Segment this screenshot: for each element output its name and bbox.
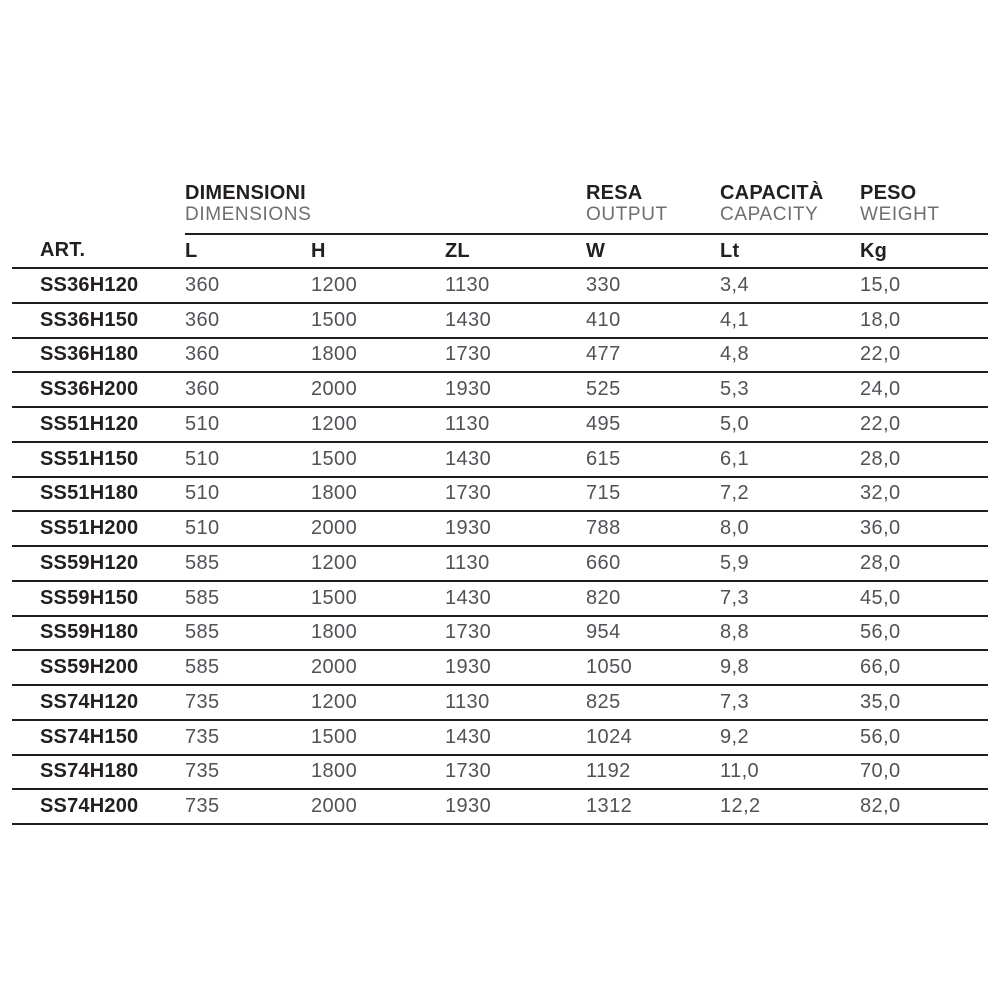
value-cell: 5,9 bbox=[720, 546, 860, 581]
group-title-weight: PESO bbox=[860, 182, 917, 204]
value-cell: 15,0 bbox=[860, 268, 988, 303]
table-row bbox=[12, 616, 988, 651]
value-cell: 477 bbox=[586, 338, 720, 373]
value-cell: 4,1 bbox=[720, 303, 860, 338]
column-header-art: ART. bbox=[12, 234, 185, 268]
value-cell: 1800 bbox=[311, 616, 445, 651]
value-cell: 1430 bbox=[445, 303, 586, 338]
value-cell: 495 bbox=[586, 407, 720, 442]
value-cell: 585 bbox=[185, 650, 311, 685]
value-cell: 1430 bbox=[445, 720, 586, 755]
art-cell: SS51H120 bbox=[12, 407, 185, 442]
value-cell: 825 bbox=[586, 685, 720, 720]
value-cell: 18,0 bbox=[860, 303, 988, 338]
value-cell: 510 bbox=[185, 407, 311, 442]
column-header-h: H bbox=[311, 234, 445, 268]
value-cell: 1024 bbox=[586, 720, 720, 755]
value-cell: 510 bbox=[185, 442, 311, 477]
value-cell: 510 bbox=[185, 477, 311, 512]
table-row bbox=[12, 789, 988, 824]
value-cell: 6,1 bbox=[720, 442, 860, 477]
value-cell: 1730 bbox=[445, 616, 586, 651]
art-cell: SS51H150 bbox=[12, 442, 185, 477]
group-title-output: RESA bbox=[586, 182, 643, 204]
group-header-capacity bbox=[720, 172, 860, 234]
art-cell: SS74H120 bbox=[12, 685, 185, 720]
value-cell: 28,0 bbox=[860, 546, 988, 581]
group-subtitle-weight: WEIGHT bbox=[860, 204, 940, 225]
value-cell: 1930 bbox=[445, 511, 586, 546]
table-row bbox=[12, 581, 988, 616]
spec-table bbox=[12, 172, 988, 825]
table-row bbox=[12, 303, 988, 338]
value-cell: 1730 bbox=[445, 338, 586, 373]
art-cell: SS59H150 bbox=[12, 581, 185, 616]
value-cell: 1130 bbox=[445, 546, 586, 581]
value-cell: 1730 bbox=[445, 477, 586, 512]
value-cell: 66,0 bbox=[860, 650, 988, 685]
value-cell: 788 bbox=[586, 511, 720, 546]
group-header-weight bbox=[860, 172, 988, 234]
value-cell: 410 bbox=[586, 303, 720, 338]
value-cell: 1800 bbox=[311, 477, 445, 512]
value-cell: 1500 bbox=[311, 303, 445, 338]
table-row bbox=[12, 442, 988, 477]
value-cell: 735 bbox=[185, 720, 311, 755]
value-cell: 715 bbox=[586, 477, 720, 512]
value-cell: 615 bbox=[586, 442, 720, 477]
value-cell: 22,0 bbox=[860, 338, 988, 373]
value-cell: 1192 bbox=[586, 755, 720, 790]
art-cell: SS36H180 bbox=[12, 338, 185, 373]
value-cell: 735 bbox=[185, 685, 311, 720]
value-cell: 7,3 bbox=[720, 581, 860, 616]
table-row bbox=[12, 477, 988, 512]
value-cell: 8,8 bbox=[720, 616, 860, 651]
value-cell: 1930 bbox=[445, 372, 586, 407]
group-header-row bbox=[12, 172, 988, 234]
value-cell: 1130 bbox=[445, 268, 586, 303]
value-cell: 28,0 bbox=[860, 442, 988, 477]
table-row bbox=[12, 338, 988, 373]
value-cell: 70,0 bbox=[860, 755, 988, 790]
value-cell: 954 bbox=[586, 616, 720, 651]
art-cell: SS74H150 bbox=[12, 720, 185, 755]
column-header-w: W bbox=[586, 234, 720, 268]
value-cell: 9,2 bbox=[720, 720, 860, 755]
group-header-output bbox=[586, 172, 720, 234]
value-cell: 360 bbox=[185, 268, 311, 303]
value-cell: 585 bbox=[185, 546, 311, 581]
art-cell: SS51H200 bbox=[12, 511, 185, 546]
value-cell: 56,0 bbox=[860, 616, 988, 651]
value-cell: 3,4 bbox=[720, 268, 860, 303]
art-cell: SS59H180 bbox=[12, 616, 185, 651]
spec-table-body bbox=[12, 268, 988, 824]
value-cell: 5,0 bbox=[720, 407, 860, 442]
value-cell: 2000 bbox=[311, 511, 445, 546]
value-cell: 1050 bbox=[586, 650, 720, 685]
art-cell: SS36H120 bbox=[12, 268, 185, 303]
value-cell: 1200 bbox=[311, 546, 445, 581]
table-row bbox=[12, 407, 988, 442]
table-row bbox=[12, 685, 988, 720]
value-cell: 2000 bbox=[311, 789, 445, 824]
table-row bbox=[12, 372, 988, 407]
value-cell: 1200 bbox=[311, 407, 445, 442]
value-cell: 2000 bbox=[311, 650, 445, 685]
table-row bbox=[12, 268, 988, 303]
value-cell: 7,2 bbox=[720, 477, 860, 512]
value-cell: 820 bbox=[586, 581, 720, 616]
value-cell: 1500 bbox=[311, 581, 445, 616]
column-header-lt: Lt bbox=[720, 234, 860, 268]
value-cell: 36,0 bbox=[860, 511, 988, 546]
value-cell: 2000 bbox=[311, 372, 445, 407]
value-cell: 1500 bbox=[311, 442, 445, 477]
table-row bbox=[12, 511, 988, 546]
table-row bbox=[12, 650, 988, 685]
value-cell: 1312 bbox=[586, 789, 720, 824]
value-cell: 735 bbox=[185, 789, 311, 824]
value-cell: 7,3 bbox=[720, 685, 860, 720]
value-cell: 660 bbox=[586, 546, 720, 581]
value-cell: 1800 bbox=[311, 338, 445, 373]
value-cell: 360 bbox=[185, 338, 311, 373]
value-cell: 1500 bbox=[311, 720, 445, 755]
value-cell: 1930 bbox=[445, 789, 586, 824]
column-header-row bbox=[12, 234, 988, 268]
value-cell: 585 bbox=[185, 581, 311, 616]
art-cell: SS36H200 bbox=[12, 372, 185, 407]
column-header-l: L bbox=[185, 234, 311, 268]
value-cell: 45,0 bbox=[860, 581, 988, 616]
value-cell: 12,2 bbox=[720, 789, 860, 824]
value-cell: 1800 bbox=[311, 755, 445, 790]
value-cell: 11,0 bbox=[720, 755, 860, 790]
value-cell: 9,8 bbox=[720, 650, 860, 685]
value-cell: 56,0 bbox=[860, 720, 988, 755]
group-header-dimensions bbox=[185, 172, 586, 234]
art-cell: SS74H200 bbox=[12, 789, 185, 824]
value-cell: 1200 bbox=[311, 268, 445, 303]
group-subtitle-dimensions: DIMENSIONS bbox=[185, 204, 312, 225]
group-subtitle-capacity: CAPACITY bbox=[720, 204, 819, 225]
value-cell: 1430 bbox=[445, 442, 586, 477]
value-cell: 1200 bbox=[311, 685, 445, 720]
spec-sheet bbox=[12, 172, 988, 825]
value-cell: 1730 bbox=[445, 755, 586, 790]
value-cell: 8,0 bbox=[720, 511, 860, 546]
value-cell: 585 bbox=[185, 616, 311, 651]
value-cell: 35,0 bbox=[860, 685, 988, 720]
group-subtitle-output: OUTPUT bbox=[586, 204, 668, 225]
value-cell: 1130 bbox=[445, 407, 586, 442]
value-cell: 1930 bbox=[445, 650, 586, 685]
art-cell: SS36H150 bbox=[12, 303, 185, 338]
value-cell: 24,0 bbox=[860, 372, 988, 407]
art-cell: SS59H120 bbox=[12, 546, 185, 581]
value-cell: 1430 bbox=[445, 581, 586, 616]
table-row bbox=[12, 755, 988, 790]
value-cell: 360 bbox=[185, 372, 311, 407]
table-row bbox=[12, 546, 988, 581]
column-header-kg: Kg bbox=[860, 234, 988, 268]
value-cell: 5,3 bbox=[720, 372, 860, 407]
value-cell: 82,0 bbox=[860, 789, 988, 824]
art-cell: SS74H180 bbox=[12, 755, 185, 790]
group-header-spacer bbox=[12, 172, 185, 234]
value-cell: 330 bbox=[586, 268, 720, 303]
value-cell: 1130 bbox=[445, 685, 586, 720]
value-cell: 510 bbox=[185, 511, 311, 546]
group-title-dimensions: DIMENSIONI bbox=[185, 182, 306, 204]
value-cell: 360 bbox=[185, 303, 311, 338]
table-row bbox=[12, 720, 988, 755]
art-cell: SS51H180 bbox=[12, 477, 185, 512]
value-cell: 735 bbox=[185, 755, 311, 790]
value-cell: 525 bbox=[586, 372, 720, 407]
group-title-capacity: CAPACITÀ bbox=[720, 182, 824, 204]
value-cell: 22,0 bbox=[860, 407, 988, 442]
column-header-zl: ZL bbox=[445, 234, 586, 268]
art-cell: SS59H200 bbox=[12, 650, 185, 685]
value-cell: 32,0 bbox=[860, 477, 988, 512]
value-cell: 4,8 bbox=[720, 338, 860, 373]
